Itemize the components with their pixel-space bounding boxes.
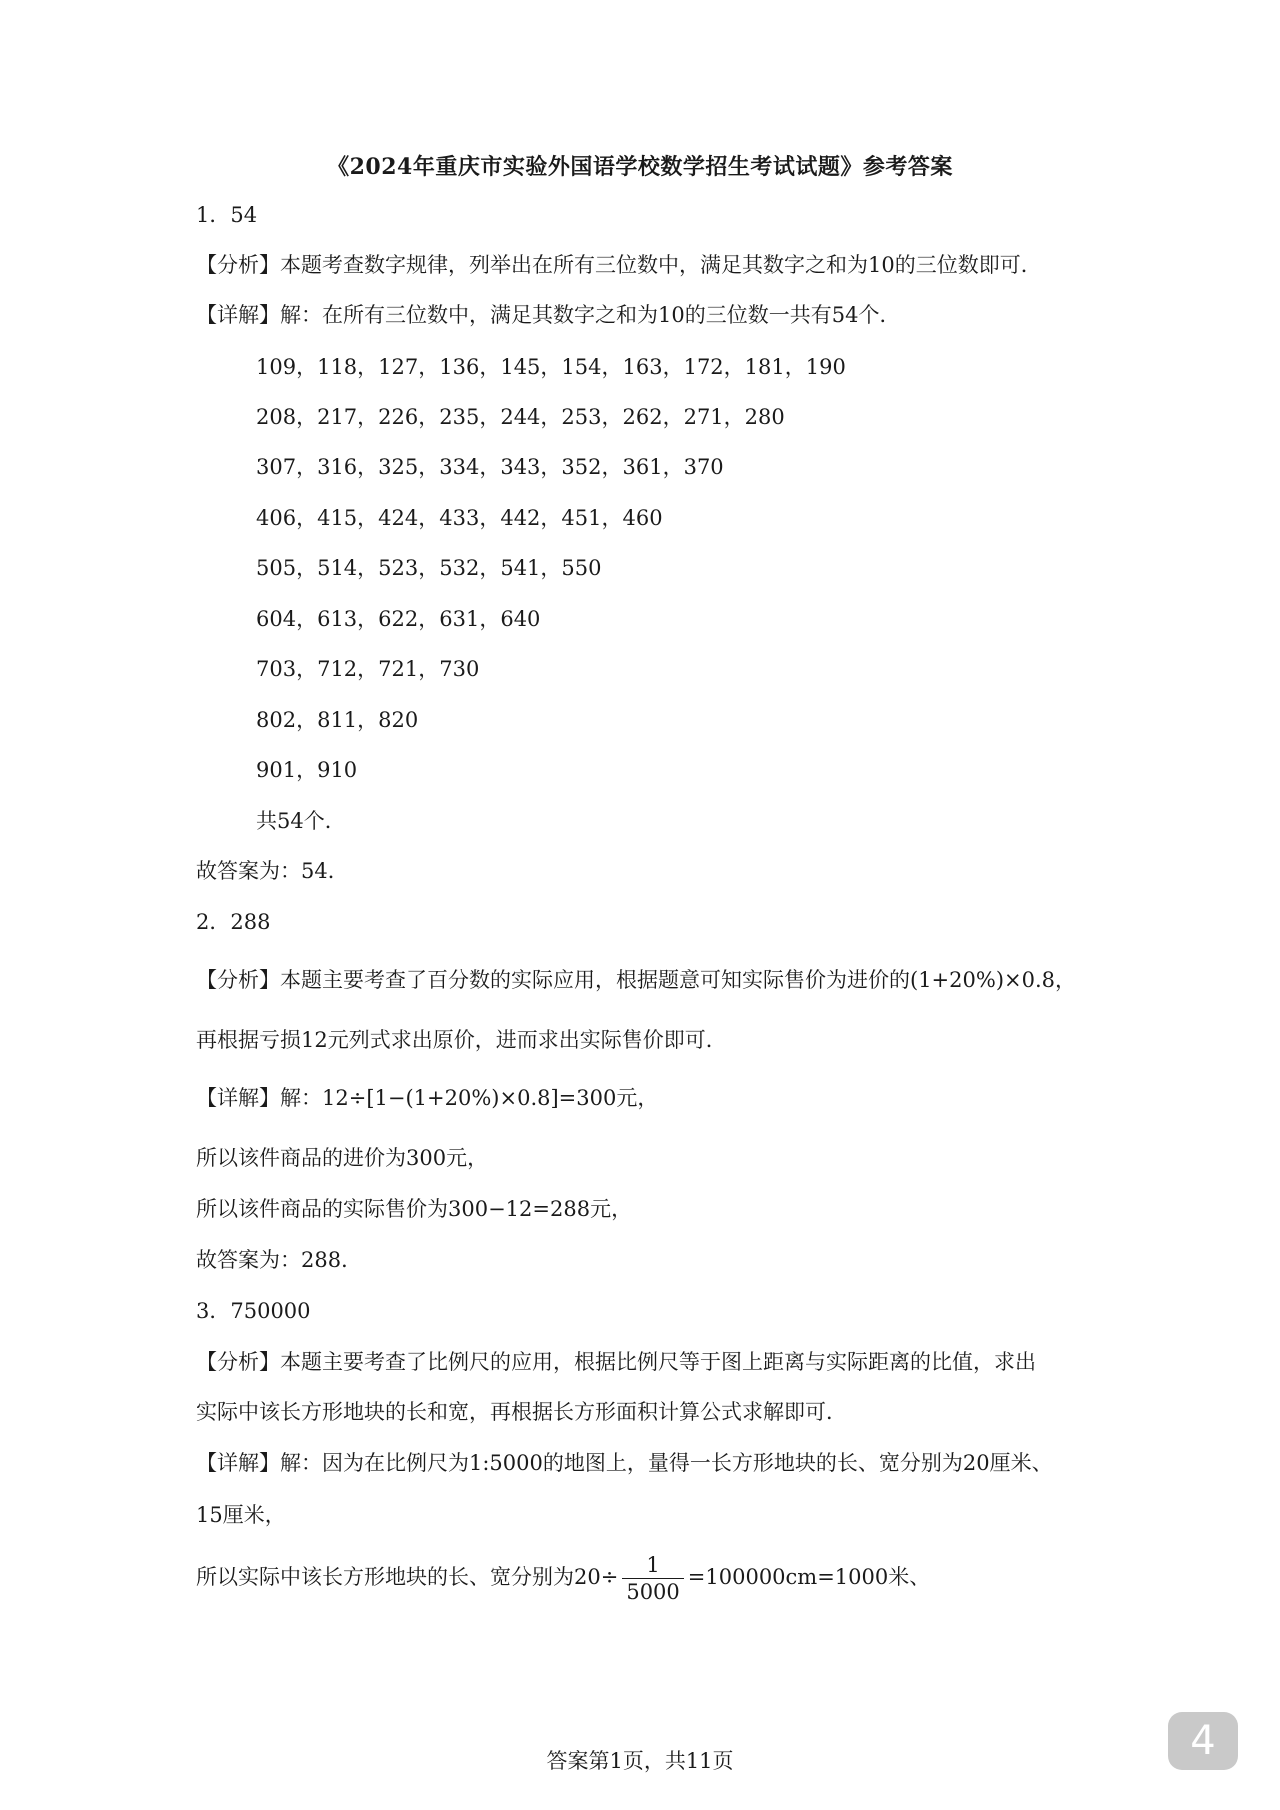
q1-analysis: 【分析】本题考查数字规律，列举出在所有三位数中，满足其数字之和为10的三位数即可．	[196, 253, 1042, 277]
q1-detail: 【详解】解：在所有三位数中，满足其数字之和为10的三位数一共有54个．	[196, 303, 901, 327]
page-footer: 答案第1页，共11页	[546, 1749, 734, 1773]
q2-detail-line	[196, 1083, 658, 1113]
q3-detail-line-2: 15厘米，	[196, 1503, 286, 1527]
q1-row-9: 901，910	[256, 758, 358, 782]
q2-detail-label: 【详解】解：	[196, 1086, 322, 1110]
fraction	[622, 1552, 683, 1605]
q1-row-6: 604，613，622，631，640	[256, 607, 541, 631]
page-title: 《2024年重庆市实验外国语学校数学招生考试试题》参考答案	[327, 154, 953, 180]
q3-heading: 3．750000	[196, 1299, 311, 1323]
q1-row-4: 406，415，424，433，442，451，460	[256, 506, 663, 530]
q2-heading: 2．288	[196, 910, 271, 934]
q2-analysis-line-1	[196, 965, 1076, 995]
q1-row-1: 109，118，127，136，145，154，163，172，181，190	[256, 355, 846, 379]
page-number-badge[interactable]: 4	[1168, 1712, 1238, 1770]
q3-calc-line	[196, 1552, 930, 1605]
q3-calc-prefix: 所以实际中该长方形地块的长、宽分别为20÷	[196, 1565, 619, 1589]
q1-heading: 1．54	[196, 203, 258, 227]
q3-analysis-line-1: 【分析】本题主要考查了比例尺的应用，根据比例尺等于图上距离与实际距离的比值，求出	[196, 1350, 1036, 1374]
q2-answer: 故答案为：288．	[196, 1248, 363, 1272]
q2-price-line: 所以该件商品的实际售价为300−12=288元，	[196, 1197, 633, 1221]
q1-row-8: 802，811，820	[256, 708, 419, 732]
q3-analysis-line-2: 实际中该长方形地块的长和宽，再根据长方形面积计算公式求解即可．	[196, 1400, 847, 1424]
fraction-numerator: 1	[622, 1552, 683, 1579]
fraction-denominator: 5000	[626, 1580, 680, 1604]
q1-total: 共54个．	[256, 809, 346, 833]
q2-analysis-text: 【分析】本题主要考查了百分数的实际应用，根据题意可知实际售价为进价的	[196, 968, 910, 992]
q2-detail-formula: 12÷[1−(1+20%)×0.8]=300元，	[322, 1086, 659, 1110]
q1-row-7: 703，712，721，730	[256, 657, 480, 681]
q1-row-2: 208，217，226，235，244，253，262，271，280	[256, 405, 785, 429]
q3-detail-line-1: 【详解】解：因为在比例尺为1:5000的地图上，量得一长方形地块的长、宽分别为20厘米、	[196, 1451, 1053, 1475]
q2-analysis-formula: (1+20%)×0.8，	[910, 968, 1077, 992]
q1-answer: 故答案为：54．	[196, 859, 349, 883]
q2-cost-line: 所以该件商品的进价为300元，	[196, 1146, 489, 1170]
q3-calc-suffix: =100000cm=1000米、	[687, 1565, 931, 1589]
q1-row-3: 307，316，325，334，343，352，361，370	[256, 455, 724, 479]
q1-row-5: 505，514，523，532，541，550	[256, 556, 602, 580]
q2-analysis-line-2: 再根据亏损12元列式求出原价，进而求出实际售价即可．	[196, 1028, 727, 1052]
